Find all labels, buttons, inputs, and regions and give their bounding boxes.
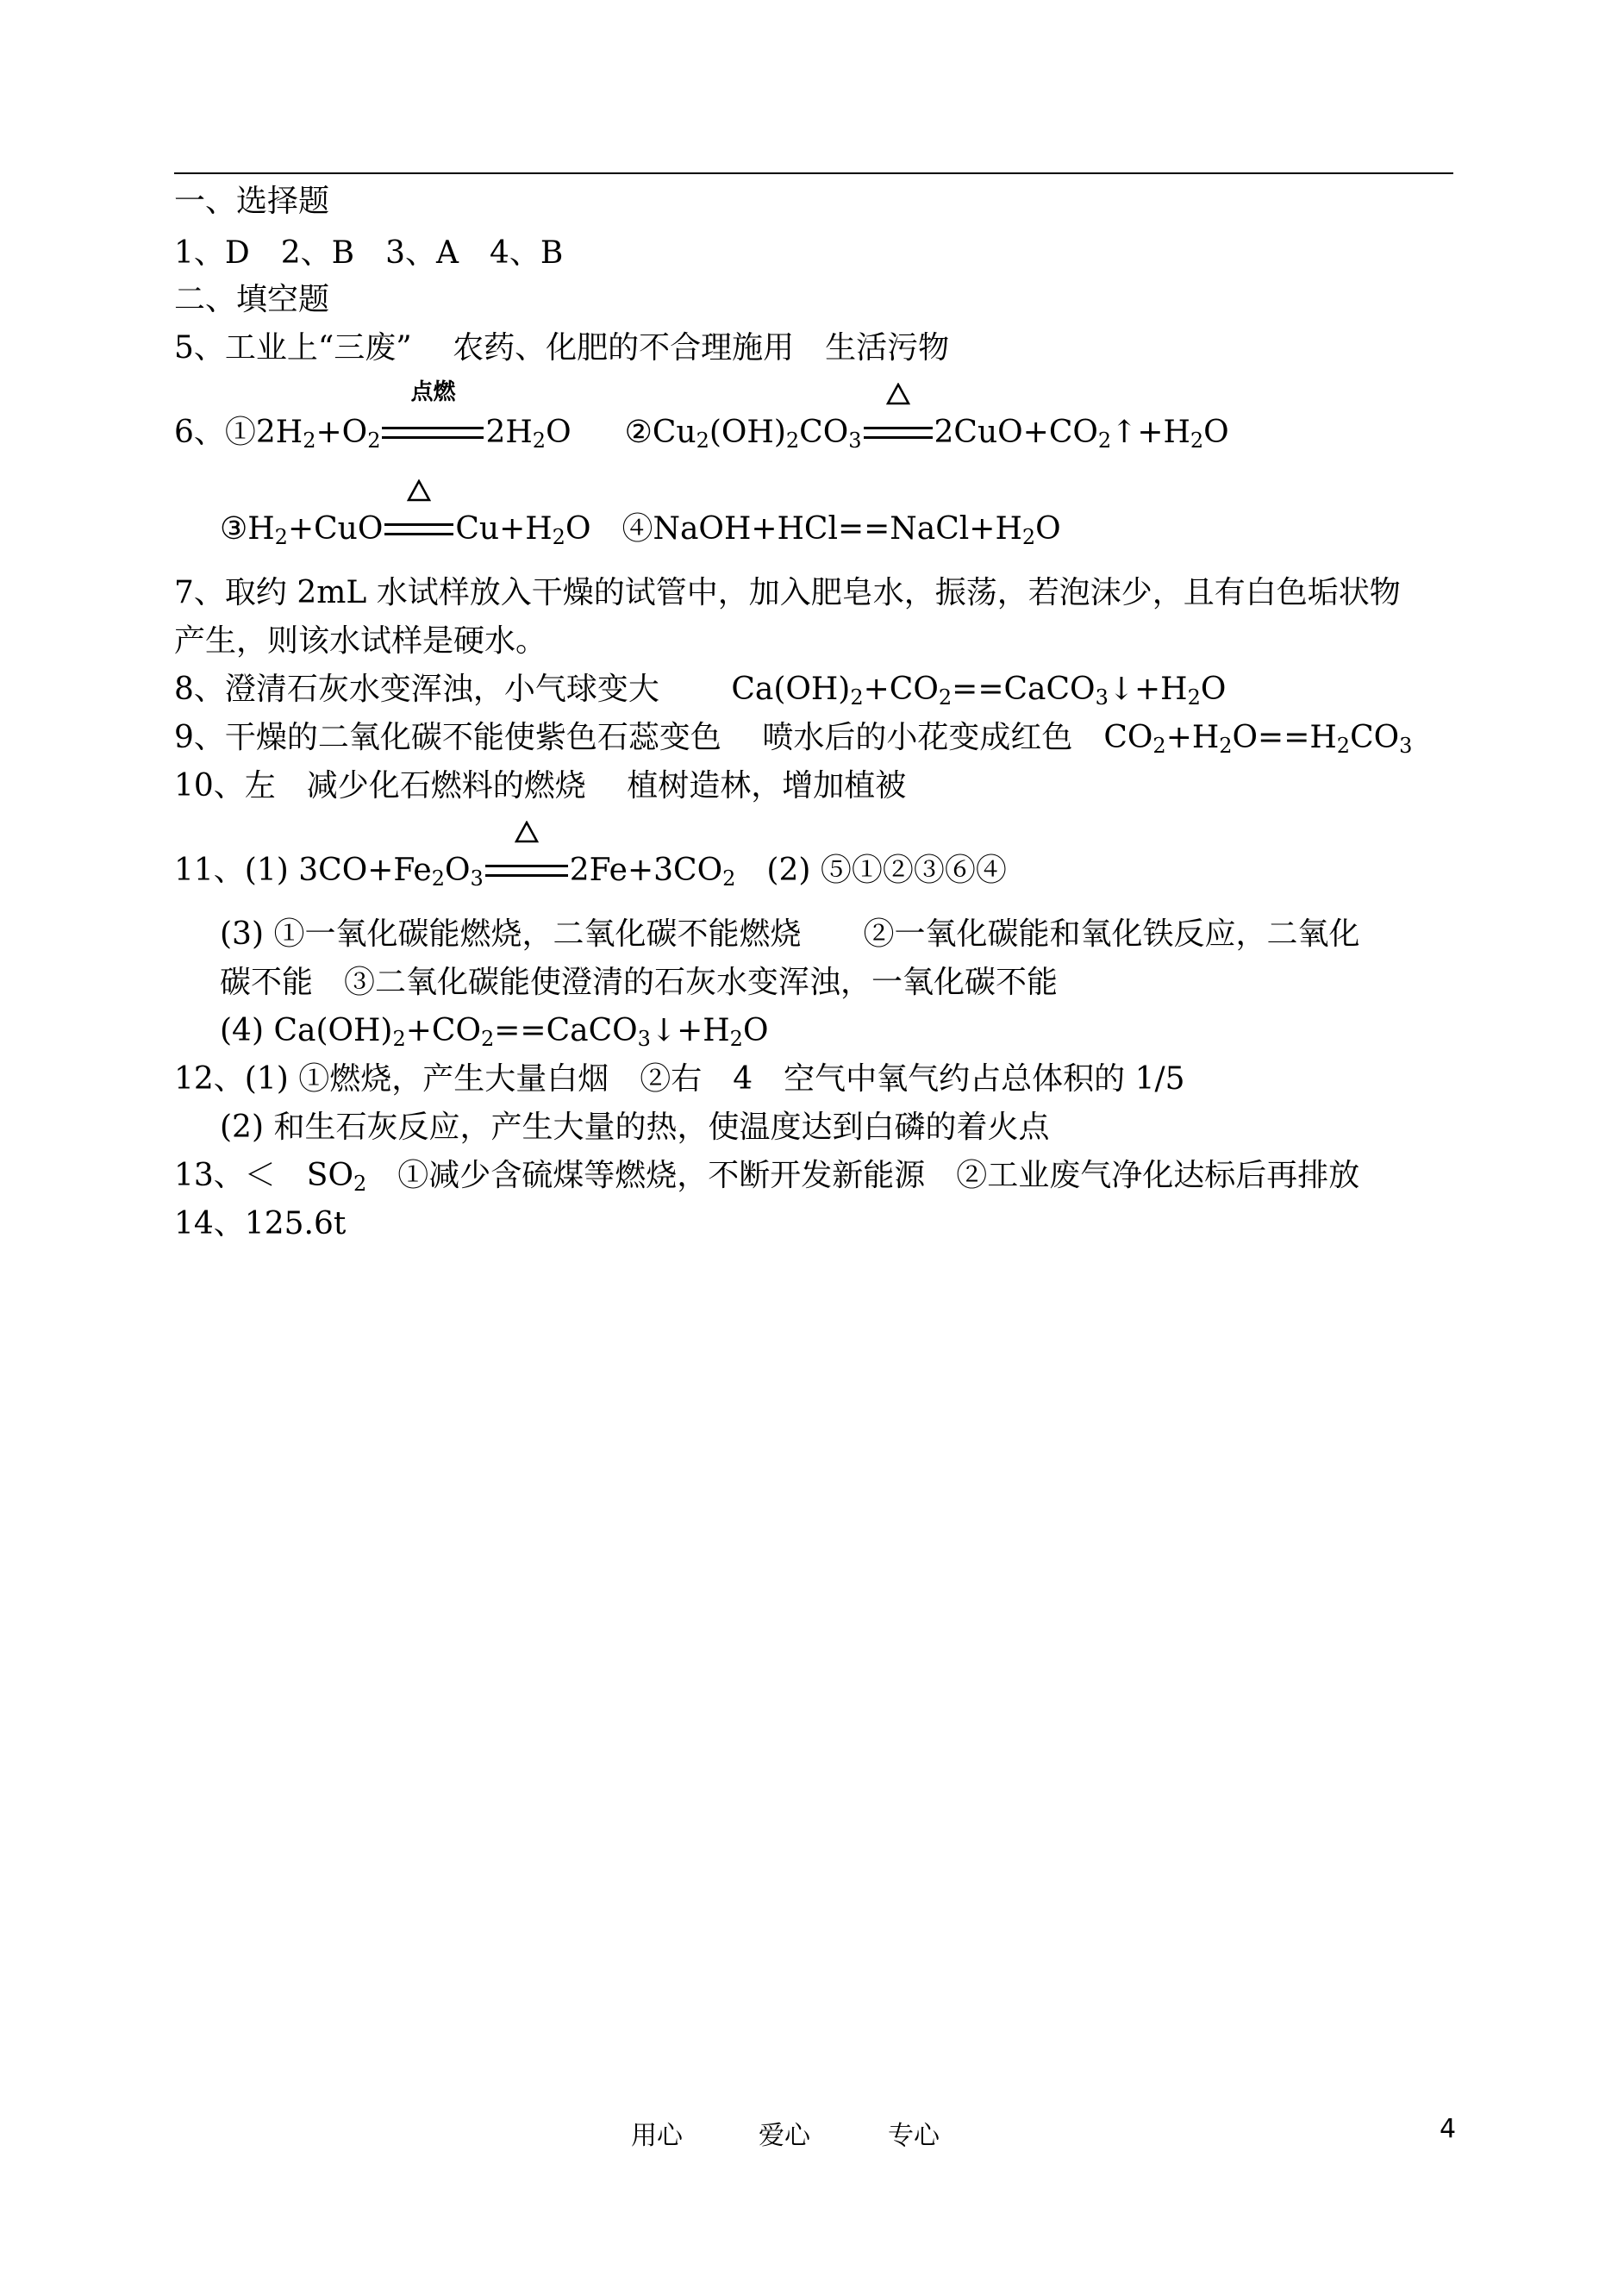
section-heading-fill: 二、填空题 <box>174 282 330 317</box>
answer-line-q12-a: 12、(1) ①燃烧，产生大量白烟 ②右 4 空气中氧气约占总体积的 1/5 <box>174 1061 1185 1097</box>
answer-line-q9: 9、干燥的二氧化碳不能使紫色石蕊变色 喷水后的小花变成红色 $CO_2+H_2O==H_2CO_3$ <box>174 720 1413 758</box>
answer-line-q14: 14、125.6t <box>174 1206 347 1241</box>
answer-line-q5: 5、工业上“三废” 农药、化肥的不合理施用 生活污物 <box>174 330 950 366</box>
answer-line-q8: 8、澄清石灰水变浑浊，小气球变大 $Ca(OH)_2+CO_2==CaCO_3↓+H_2O$ <box>174 672 1227 710</box>
answer-line-q6-a: 6、$①2H_2+O_2$ 点燃 $2H_2O$ $②Cu_2(OH)_2CO_3$ $2CuO+CO_2↑+H_2O$ <box>174 379 1229 453</box>
answer-line-q7-a: 7、取约 2mL 水试样放入干燥的试管中，加入肥皂水，振荡，若泡沫少，且有白色垢状物 <box>174 575 1401 610</box>
answer-line-q13: 13、＜ $SO_2$ ①减少含硫煤等燃烧，不断开发新能源 ②工业废气净化达标后再排放 <box>174 1158 1360 1196</box>
answer-line-q11-1: 11、(1) $3CO+Fe_2O_3$ $2Fe+3CO_2$ (2) ⑤①②③⑥④ <box>174 850 1007 891</box>
reaction-equals-heat <box>384 509 453 550</box>
footer-motto-mid: 爱心 <box>759 2121 810 2151</box>
footer-motto-left: 用心 <box>631 2121 683 2151</box>
answer-line-q11-4: (4) $Ca(OH)_2+CO_2==CaCO_3↓+H_2O$ <box>220 1013 769 1051</box>
answer-line-q6-b: $③H_2+CuO$ $Cu+H_2O$ $④NaOH+HCl==NaCl+H_2O$ <box>220 509 1061 550</box>
answer-line-q10: 10、左 减少化石燃料的燃烧 植树造林，增加植被 <box>174 768 907 804</box>
answer-line-q7-b: 产生，则该水试样是硬水。 <box>174 623 547 659</box>
reaction-condition: 点燃 <box>410 379 456 405</box>
footer-motto-right: 专心 <box>888 2121 940 2151</box>
answer-line-q11-3-a: (3) ①一氧化碳能燃烧，二氧化碳不能燃烧 ②一氧化碳能和氧化铁反应，二氧化 <box>220 916 1360 952</box>
header-rule <box>174 172 1453 174</box>
answer-line-q11-3-b: 碳不能 ③二氧化碳能使澄清的石灰水变浑浊，一氧化碳不能 <box>220 965 1059 1000</box>
answer-line-q1-4: 1、D 2、B 3、A 4、B <box>174 235 564 271</box>
page-number: 4 <box>1440 2114 1457 2144</box>
reaction-equals-heat <box>485 850 568 891</box>
answer-line-q12-b: (2) 和生石灰反应，产生大量的热，使温度达到白磷的着火点 <box>220 1110 1050 1145</box>
reaction-equals-heat <box>864 412 933 453</box>
section-heading-choice: 一、选择题 <box>174 184 330 219</box>
reaction-equals-ignite <box>382 379 484 453</box>
